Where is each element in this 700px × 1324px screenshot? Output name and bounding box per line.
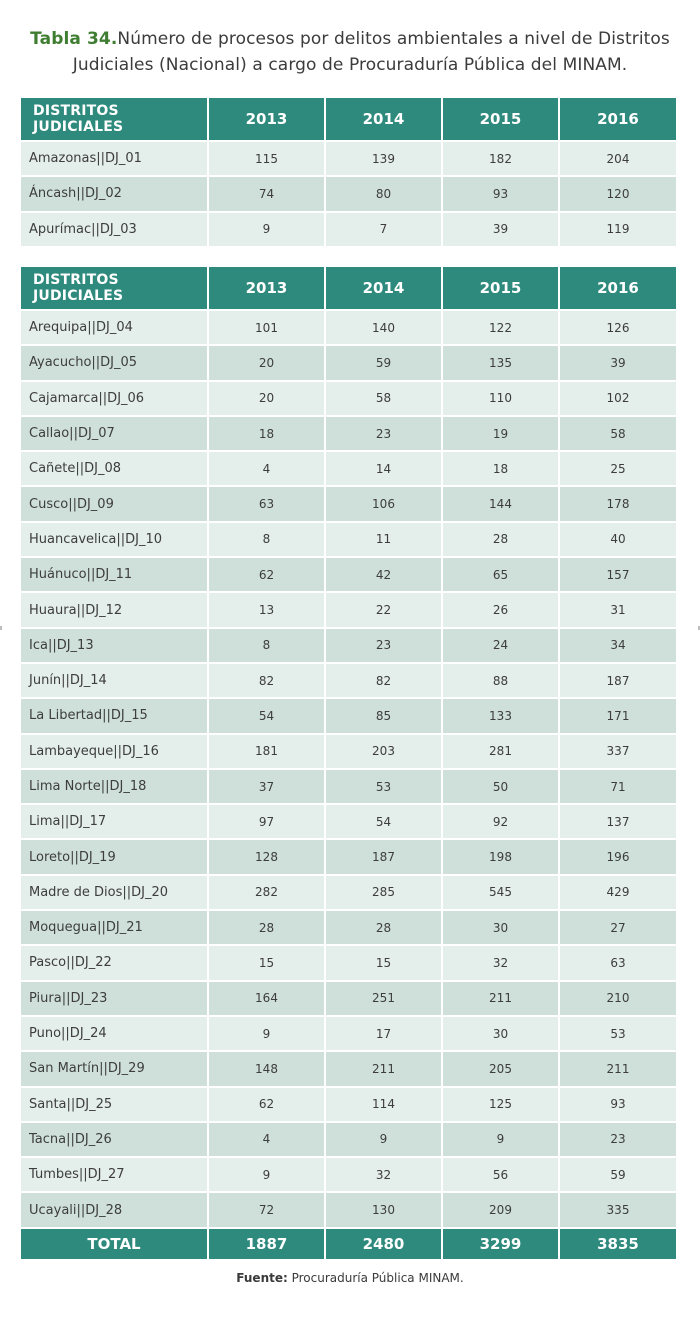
value-2015: 88 — [442, 663, 559, 698]
value-2015: 92 — [442, 804, 559, 839]
table-row — [21, 1122, 676, 1157]
value-2013: 282 — [208, 875, 325, 910]
value-2016: 23 — [559, 1122, 676, 1157]
value-2015: 211 — [442, 981, 559, 1016]
value-2016: 204 — [559, 141, 676, 176]
value-2016: 63 — [559, 945, 676, 980]
value-2016: 27 — [559, 910, 676, 945]
district-name: Madre de Dios||DJ_20 — [21, 875, 208, 910]
value-2014: 114 — [325, 1087, 442, 1122]
table-row — [21, 176, 676, 211]
value-2013: 62 — [208, 557, 325, 592]
district-name: Arequipa||DJ_04 — [21, 310, 208, 345]
value-2016: 25 — [559, 451, 676, 486]
value-2016: 337 — [559, 734, 676, 769]
value-2014: 53 — [325, 769, 442, 804]
value-2016: 335 — [559, 1192, 676, 1227]
value-2016: 429 — [559, 875, 676, 910]
value-2015: 30 — [442, 910, 559, 945]
table-row — [21, 910, 676, 945]
value-2015: 281 — [442, 734, 559, 769]
table-row — [21, 628, 676, 663]
value-2015: 135 — [442, 345, 559, 380]
table-row — [21, 451, 676, 486]
table-row — [21, 310, 676, 345]
table-row — [21, 769, 676, 804]
table-row — [21, 981, 676, 1016]
total-row — [21, 1228, 676, 1259]
value-2015: 24 — [442, 628, 559, 663]
value-2015: 50 — [442, 769, 559, 804]
value-2013: 4 — [208, 451, 325, 486]
table-row — [21, 416, 676, 451]
value-2013: 8 — [208, 628, 325, 663]
district-name: Puno||DJ_24 — [21, 1016, 208, 1051]
value-2015: 209 — [442, 1192, 559, 1227]
table-row — [21, 1192, 676, 1227]
value-2013: 15 — [208, 945, 325, 980]
district-name: Ucayali||DJ_28 — [21, 1192, 208, 1227]
district-name: Junín||DJ_14 — [21, 663, 208, 698]
header-2014: 2014 — [325, 98, 442, 141]
value-2016: 53 — [559, 1016, 676, 1051]
header-districts: DISTRITOS JUDICIALES — [21, 98, 208, 141]
value-2013: 148 — [208, 1051, 325, 1086]
value-2014: 54 — [325, 804, 442, 839]
district-name: Ica||DJ_13 — [21, 628, 208, 663]
value-2014: 140 — [325, 310, 442, 345]
value-2014: 82 — [325, 663, 442, 698]
total-2015: 3299 — [442, 1228, 559, 1259]
value-2016: 39 — [559, 345, 676, 380]
district-name: Piura||DJ_23 — [21, 981, 208, 1016]
value-2013: 97 — [208, 804, 325, 839]
value-2013: 8 — [208, 522, 325, 557]
value-2013: 9 — [208, 1016, 325, 1051]
value-2013: 20 — [208, 381, 325, 416]
district-name: Lima||DJ_17 — [21, 804, 208, 839]
value-2016: 178 — [559, 486, 676, 521]
header-2015: 2015 — [442, 98, 559, 141]
value-2015: 18 — [442, 451, 559, 486]
value-2013: 128 — [208, 839, 325, 874]
district-name: Huaura||DJ_12 — [21, 592, 208, 627]
value-2016: 119 — [559, 212, 676, 246]
value-2016: 120 — [559, 176, 676, 211]
table-row — [21, 486, 676, 521]
value-2014: 14 — [325, 451, 442, 486]
value-2014: 32 — [325, 1157, 442, 1192]
table-row — [21, 875, 676, 910]
value-2015: 28 — [442, 522, 559, 557]
value-2016: 137 — [559, 804, 676, 839]
total-2016: 3835 — [559, 1228, 676, 1259]
value-2013: 101 — [208, 310, 325, 345]
value-2015: 198 — [442, 839, 559, 874]
value-2016: 157 — [559, 557, 676, 592]
value-2013: 18 — [208, 416, 325, 451]
value-2015: 133 — [442, 698, 559, 733]
value-2014: 23 — [325, 628, 442, 663]
value-2013: 164 — [208, 981, 325, 1016]
table-row — [21, 663, 676, 698]
value-2015: 19 — [442, 416, 559, 451]
value-2014: 23 — [325, 416, 442, 451]
district-name: Loreto||DJ_19 — [21, 839, 208, 874]
value-2013: 54 — [208, 698, 325, 733]
district-name: Lambayeque||DJ_16 — [21, 734, 208, 769]
value-2015: 93 — [442, 176, 559, 211]
district-name: La Libertad||DJ_15 — [21, 698, 208, 733]
header-row — [21, 267, 676, 310]
value-2013: 37 — [208, 769, 325, 804]
district-name: Huancavelica||DJ_10 — [21, 522, 208, 557]
district-name: Santa||DJ_25 — [21, 1087, 208, 1122]
table-row — [21, 345, 676, 380]
value-2015: 545 — [442, 875, 559, 910]
district-name: Callao||DJ_07 — [21, 416, 208, 451]
district-name: Áncash||DJ_02 — [21, 176, 208, 211]
table-caption — [20, 26, 680, 78]
district-name: Pasco||DJ_22 — [21, 945, 208, 980]
value-2015: 125 — [442, 1087, 559, 1122]
value-2014: 139 — [325, 141, 442, 176]
header-row — [21, 98, 676, 141]
value-2013: 181 — [208, 734, 325, 769]
value-2014: 11 — [325, 522, 442, 557]
value-2015: 122 — [442, 310, 559, 345]
header-2014: 2014 — [325, 267, 442, 310]
table-row — [21, 1087, 676, 1122]
value-2014: 59 — [325, 345, 442, 380]
value-2014: 187 — [325, 839, 442, 874]
header-2015: 2015 — [442, 267, 559, 310]
value-2015: 32 — [442, 945, 559, 980]
table-row — [21, 592, 676, 627]
value-2014: 203 — [325, 734, 442, 769]
value-2016: 171 — [559, 698, 676, 733]
district-name: Ayacucho||DJ_05 — [21, 345, 208, 380]
value-2013: 28 — [208, 910, 325, 945]
table-row — [21, 945, 676, 980]
edge-tick-left — [0, 626, 2, 630]
value-2014: 17 — [325, 1016, 442, 1051]
value-2013: 20 — [208, 345, 325, 380]
value-2013: 74 — [208, 176, 325, 211]
value-2014: 85 — [325, 698, 442, 733]
value-2013: 115 — [208, 141, 325, 176]
value-2015: 26 — [442, 592, 559, 627]
district-name: Huánuco||DJ_11 — [21, 557, 208, 592]
value-2016: 211 — [559, 1051, 676, 1086]
value-2015: 110 — [442, 381, 559, 416]
value-2013: 63 — [208, 486, 325, 521]
value-2014: 42 — [325, 557, 442, 592]
value-2016: 196 — [559, 839, 676, 874]
table-row — [21, 212, 676, 246]
table-row — [21, 839, 676, 874]
caption-text: Número de procesos por delitos ambientales a nivel de Distritos Judiciales (Nacional) a cargo de Procuraduría Pública del MINAM. — [72, 29, 670, 75]
value-2014: 106 — [325, 486, 442, 521]
value-2016: 40 — [559, 522, 676, 557]
value-2015: 182 — [442, 141, 559, 176]
district-name: Moquegua||DJ_21 — [21, 910, 208, 945]
district-name: Cañete||DJ_08 — [21, 451, 208, 486]
value-2014: 28 — [325, 910, 442, 945]
value-2016: 31 — [559, 592, 676, 627]
value-2014: 211 — [325, 1051, 442, 1086]
district-name: Apurímac||DJ_03 — [21, 212, 208, 246]
source-note — [0, 1271, 700, 1285]
value-2013: 72 — [208, 1192, 325, 1227]
value-2013: 4 — [208, 1122, 325, 1157]
value-2014: 130 — [325, 1192, 442, 1227]
table-row — [21, 1016, 676, 1051]
value-2016: 34 — [559, 628, 676, 663]
value-2015: 144 — [442, 486, 559, 521]
district-name: Amazonas||DJ_01 — [21, 141, 208, 176]
value-2013: 9 — [208, 1157, 325, 1192]
value-2014: 22 — [325, 592, 442, 627]
district-name: Tacna||DJ_26 — [21, 1122, 208, 1157]
value-2016: 187 — [559, 663, 676, 698]
district-name: Tumbes||DJ_27 — [21, 1157, 208, 1192]
value-2014: 285 — [325, 875, 442, 910]
value-2014: 80 — [325, 176, 442, 211]
value-2016: 102 — [559, 381, 676, 416]
table-row — [21, 1051, 676, 1086]
table-row — [21, 734, 676, 769]
table-body-1 — [21, 141, 676, 246]
table-row — [21, 804, 676, 839]
value-2013: 82 — [208, 663, 325, 698]
value-2015: 9 — [442, 1122, 559, 1157]
value-2015: 30 — [442, 1016, 559, 1051]
table-districts-part-2 — [21, 267, 676, 1259]
value-2015: 56 — [442, 1157, 559, 1192]
value-2016: 59 — [559, 1157, 676, 1192]
total-label: TOTAL — [21, 1228, 208, 1259]
district-name: Lima Norte||DJ_18 — [21, 769, 208, 804]
table-row — [21, 698, 676, 733]
table-row — [21, 141, 676, 176]
value-2016: 126 — [559, 310, 676, 345]
caption-label: Tabla 34. — [30, 29, 118, 49]
value-2015: 205 — [442, 1051, 559, 1086]
header-2016: 2016 — [559, 98, 676, 141]
value-2015: 39 — [442, 212, 559, 246]
value-2014: 9 — [325, 1122, 442, 1157]
header-2013: 2013 — [208, 98, 325, 141]
value-2014: 15 — [325, 945, 442, 980]
value-2014: 251 — [325, 981, 442, 1016]
value-2016: 210 — [559, 981, 676, 1016]
header-districts: DISTRITOS JUDICIALES — [21, 267, 208, 310]
district-name: San Martín||DJ_29 — [21, 1051, 208, 1086]
value-2014: 58 — [325, 381, 442, 416]
value-2015: 65 — [442, 557, 559, 592]
table-row — [21, 381, 676, 416]
total-2013: 1887 — [208, 1228, 325, 1259]
value-2014: 7 — [325, 212, 442, 246]
total-2014: 2480 — [325, 1228, 442, 1259]
table-row — [21, 1157, 676, 1192]
table-districts-part-1 — [21, 98, 676, 246]
value-2016: 58 — [559, 416, 676, 451]
value-2016: 93 — [559, 1087, 676, 1122]
district-name: Cajamarca||DJ_06 — [21, 381, 208, 416]
value-2013: 62 — [208, 1087, 325, 1122]
table-row — [21, 557, 676, 592]
source-text: Procuraduría Pública MINAM. — [287, 1271, 464, 1285]
value-2016: 71 — [559, 769, 676, 804]
value-2013: 9 — [208, 212, 325, 246]
source-label: Fuente: — [236, 1271, 288, 1285]
header-2013: 2013 — [208, 267, 325, 310]
table-row — [21, 522, 676, 557]
table-body-2 — [21, 310, 676, 1228]
district-name: Cusco||DJ_09 — [21, 486, 208, 521]
header-2016: 2016 — [559, 267, 676, 310]
value-2013: 13 — [208, 592, 325, 627]
